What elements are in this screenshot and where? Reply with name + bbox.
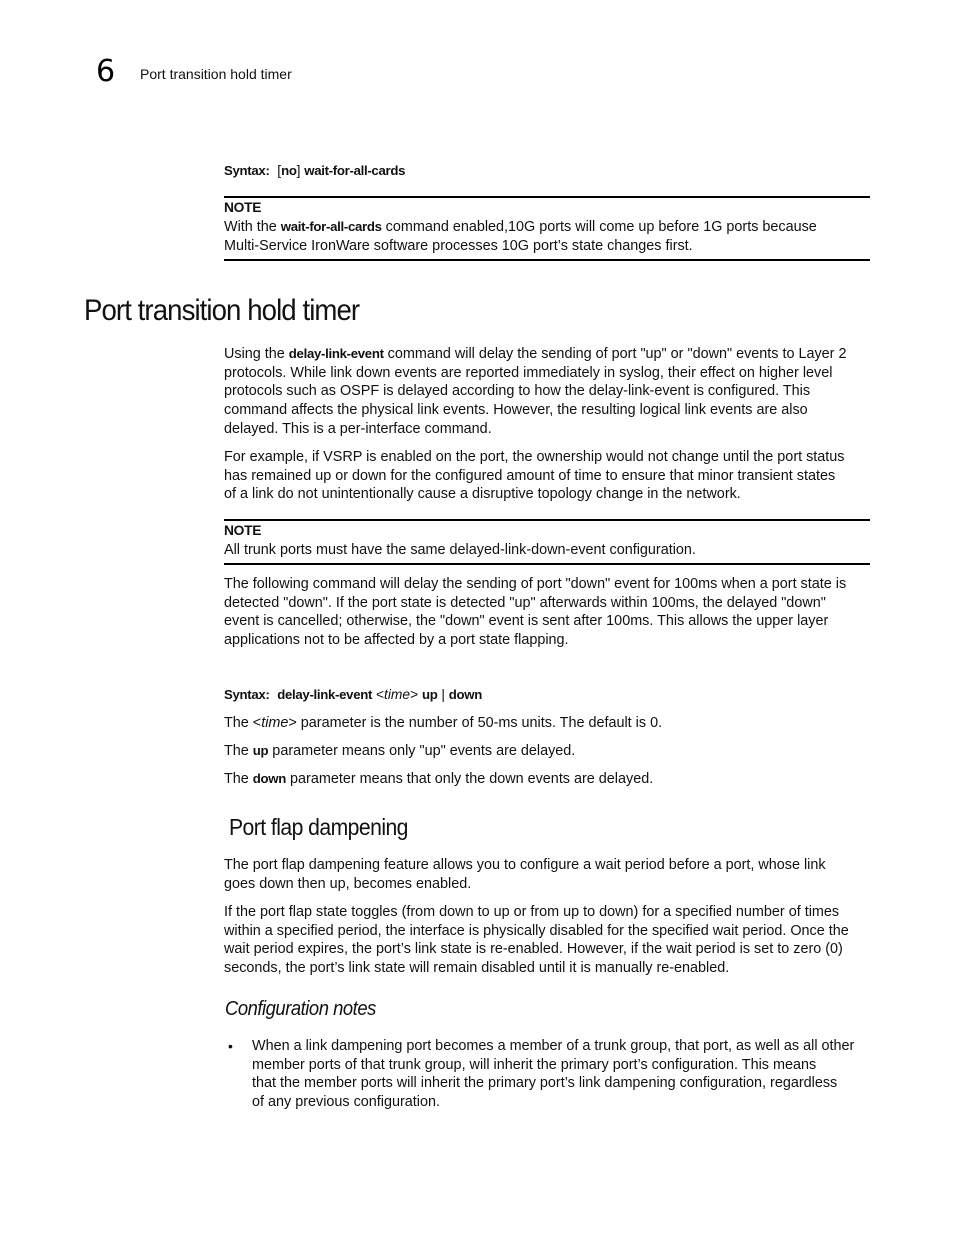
note-text <box>224 218 870 255</box>
config-note-item <box>252 1037 872 1112</box>
syntax-param: time <box>384 687 411 702</box>
note-text: All trunk ports must have the same delayed-link-down-event configuration. <box>224 542 696 558</box>
syntax-wait-for-all-cards <box>224 163 405 178</box>
text: Using the <box>224 346 289 362</box>
param-down-desc <box>224 770 870 789</box>
para-line: has remained up or down for the configured amount of time to ensure that minor transient states <box>224 467 836 484</box>
para-line: For example, if VSRP is enabled on the port, the ownership would not change until the port status <box>224 449 845 465</box>
para-line: applications not to be affected by a port state flapping. <box>224 632 569 649</box>
para-line: If the port flap state toggles (from down to up or from up to down) for a specified number of times <box>224 904 840 920</box>
para-line: that the member ports will inherit the primary port’s link dampening configuration, regardless <box>252 1075 838 1092</box>
bracket-open: [ <box>277 163 282 178</box>
text: > parameter is the number of 50-ms units. The default is 0. <box>288 715 663 731</box>
para-line: protocols such as OSPF is delayed according to how the delay-link-event is configured. This <box>224 383 811 400</box>
syntax-pipe: | <box>441 687 445 702</box>
para-line: of any previous configuration. <box>252 1094 440 1111</box>
note-label: NOTE <box>224 200 262 215</box>
para-line: delayed. This is a per-interface command. <box>224 420 492 437</box>
text: The < <box>224 715 262 731</box>
angle-close: > <box>410 687 419 702</box>
note-label: NOTE <box>224 523 262 538</box>
para-line: seconds, the port’s link state will remain disabled until it is manually re-enabled. <box>224 960 730 977</box>
config-notes-title: Configuration notes <box>225 998 376 1020</box>
subsection-title: Port flap dampening <box>229 814 408 840</box>
text: With the <box>224 219 281 235</box>
para-line: goes down then up, becomes enabled. <box>224 875 472 892</box>
syntax-command: wait-for-all-cards <box>304 163 406 178</box>
syntax-label: Syntax: <box>224 687 270 702</box>
para-line: event is cancelled; otherwise, the "down" event is sent after 100ms. This allows the upper layer <box>224 613 829 630</box>
note-line: Multi-Service IronWare software processes 10G port’s state changes first. <box>224 237 693 254</box>
bracket-close: ] <box>296 163 301 178</box>
param-name: time <box>261 715 289 731</box>
para-line: of a link do not unintentionally cause a disruptive topology change in the network. <box>224 486 741 503</box>
para-line: command affects the physical link events. However, the resulting logical link events are also <box>224 402 808 419</box>
syntax-up-keyword: up <box>421 687 438 702</box>
note-line <box>224 218 870 237</box>
syntax-delay-link-event <box>224 687 482 702</box>
note-bottom-rule <box>224 259 870 261</box>
paragraph-command-example <box>224 575 870 650</box>
syntax-no-keyword: no <box>281 163 297 178</box>
para-line: wait period expires, the port’s link state is re-enabled. However, if the wait period is set to zero (0) <box>224 941 843 958</box>
syntax-command: delay-link-event <box>277 687 373 702</box>
angle-open: < <box>375 687 384 702</box>
param-up-desc <box>224 742 870 761</box>
running-title: Port transition hold timer <box>140 66 292 82</box>
text: command enabled,10G ports will come up before 1G ports because <box>381 219 817 235</box>
text: command will delay the sending of port "up" or "down" events to Layer 2 <box>383 346 847 362</box>
text: The <box>224 743 253 759</box>
command-keyword: wait-for-all-cards <box>280 219 382 234</box>
chapter-number: 6 <box>96 54 116 89</box>
section-title: Port transition hold timer <box>84 294 360 327</box>
param-keyword: down <box>252 771 287 786</box>
bullet-icon: • <box>228 1038 233 1054</box>
paragraph-dampening-detail <box>224 903 870 978</box>
para-line: The port flap dampening feature allows you to configure a wait period before a port, whose link <box>224 857 826 873</box>
para-line: protocols. While link down events are reported immediately in syslog, their effect on higher level <box>224 364 833 381</box>
command-keyword: delay-link-event <box>288 346 384 361</box>
note-top-rule <box>224 519 870 521</box>
note-top-rule <box>224 196 870 198</box>
paragraph-example <box>224 448 870 504</box>
para-line: The following command will delay the sending of port "down" event for 100ms when a port state is <box>224 576 847 592</box>
para-line: within a specified period, the interface is physically disabled for the specified wait period. Once the <box>224 922 849 939</box>
syntax-label: Syntax: <box>224 163 270 178</box>
param-keyword: up <box>252 743 269 758</box>
para-line <box>224 345 870 364</box>
text: The <box>224 771 253 787</box>
note-bottom-rule <box>224 563 870 565</box>
paragraph-intro <box>224 345 870 439</box>
para-line: member ports of that trunk group, will inherit the primary port’s configuration. This means <box>252 1056 817 1073</box>
paragraph-dampening-intro <box>224 856 870 893</box>
text: parameter means that only the down events are delayed. <box>286 771 654 787</box>
para-line: detected "down". If the port state is detected "up" afterwards within 100ms, the delayed "down" <box>224 594 826 611</box>
para-line: When a link dampening port becomes a member of a trunk group, that port, as well as all other <box>252 1038 855 1054</box>
text: parameter means only "up" events are delayed. <box>268 743 576 759</box>
param-time-desc <box>224 714 870 733</box>
syntax-down-keyword: down <box>448 687 483 702</box>
